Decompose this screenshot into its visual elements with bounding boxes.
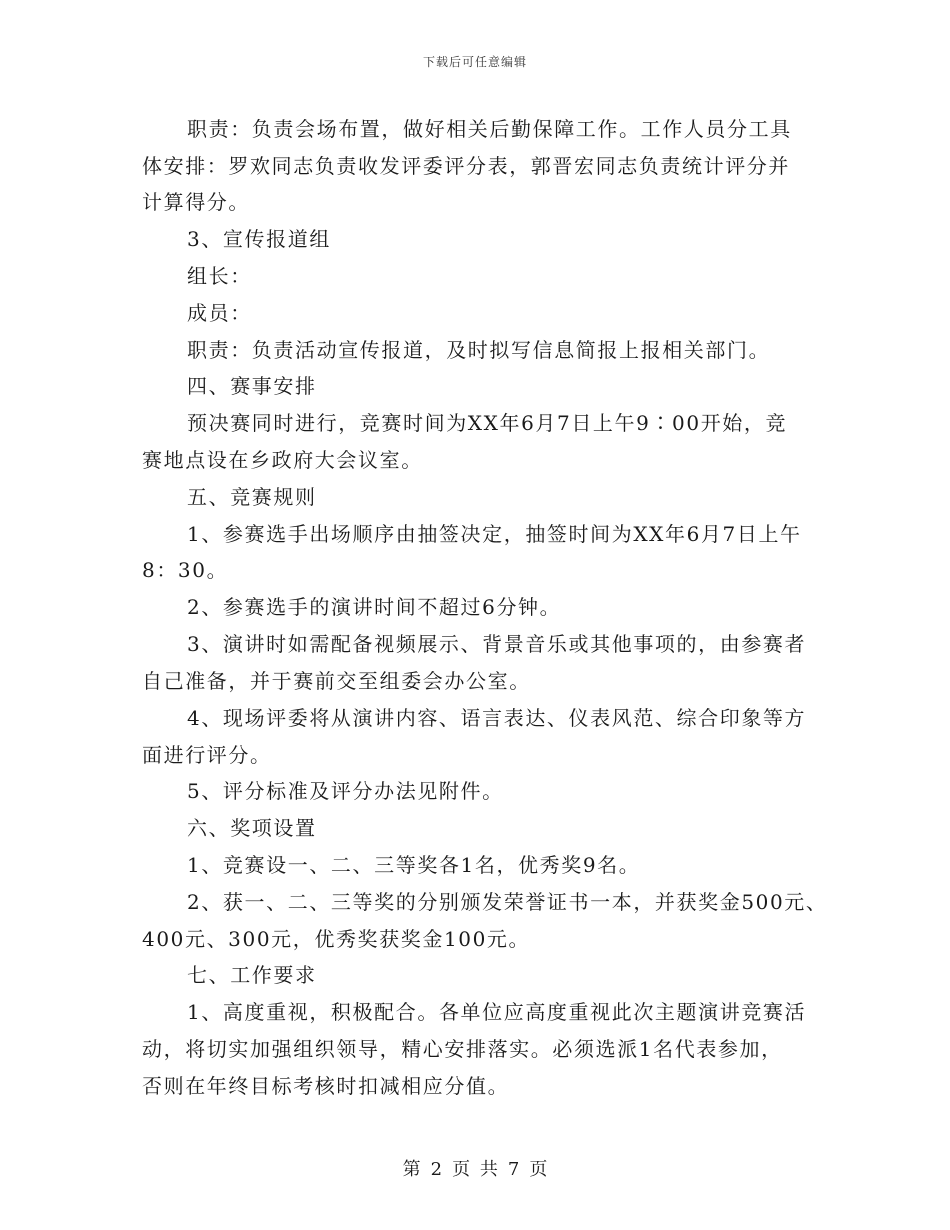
paragraph-line: 动，将切实加强组织领导，精心安排落实。必须选派1名代表参加， bbox=[142, 1037, 783, 1061]
paragraph-line: 5、评分标准及评分办法见附件。 bbox=[187, 779, 504, 803]
paragraph-line: 1、参赛选手出场顺序由抽签决定，抽签时间为XX年6月7日上午 bbox=[187, 522, 802, 546]
paragraph-line: 职责：负责会场布置，做好相关后勤保障工作。工作人员分工具 bbox=[187, 117, 792, 141]
footer-prefix: 第 bbox=[402, 1159, 421, 1180]
paragraph-line: 职责：负责活动宣传报道，及时拟写信息简报上报相关部门。 bbox=[187, 338, 771, 362]
section-heading: 3、宣传报道组 bbox=[187, 227, 331, 251]
paragraph-line: 1、竞赛设一、二、三等奖各1名，优秀奖9名。 bbox=[187, 853, 641, 877]
paragraph-line: 4、现场评委将从演讲内容、语言表达、仪表风范、综合印象等方 bbox=[187, 706, 807, 730]
current-page-number: 2 bbox=[430, 1159, 443, 1180]
paragraph-line: 体安排：罗欢同志负责收发评委评分表，郭晋宏同志负责统计评分并 bbox=[142, 154, 790, 178]
paragraph-line: 组长： bbox=[187, 264, 252, 288]
paragraph-line: 预决赛同时进行，竞赛时间为XX年6月7日上午9∶00开始，竞 bbox=[187, 411, 788, 435]
footer-middle: 页 共 bbox=[452, 1159, 498, 1180]
total-pages-number: 7 bbox=[507, 1159, 520, 1180]
paragraph-line: 成员： bbox=[187, 301, 252, 325]
paragraph-line: 赛地点设在乡政府大会议室。 bbox=[142, 448, 423, 472]
paragraph-line: 2、参赛选手的演讲时间不超过6分钟。 bbox=[187, 595, 562, 619]
paragraph-line: 8：30。 bbox=[142, 558, 229, 582]
section-heading: 七、工作要求 bbox=[187, 963, 317, 987]
paragraph-line: 400元、300元，优秀奖获奖金100元。 bbox=[142, 927, 531, 951]
section-heading: 六、奖项设置 bbox=[187, 816, 317, 840]
section-heading: 五、竞赛规则 bbox=[187, 485, 317, 509]
footer-suffix: 页 bbox=[529, 1159, 548, 1180]
paragraph-line: 3、演讲时如需配备视频展示、背景音乐或其他事项的，由参赛者 bbox=[187, 632, 807, 656]
paragraph-line: 自己准备，并于赛前交至组委会办公室。 bbox=[142, 669, 531, 693]
paragraph-line: 否则在年终目标考核时扣减相应分值。 bbox=[142, 1074, 510, 1098]
paragraph-line: 2、获一、二、三等奖的分别颁发荣誉证书一本，并获奖金500元、 bbox=[187, 890, 828, 914]
section-heading: 四、赛事安排 bbox=[187, 374, 317, 398]
page-number-footer bbox=[0, 1155, 950, 1181]
paragraph-line: 面进行评分。 bbox=[142, 743, 272, 767]
paragraph-line: 计算得分。 bbox=[142, 190, 250, 214]
page-header-note: 下载后可任意编辑 bbox=[422, 55, 527, 69]
paragraph-line: 1、高度重视，积极配合。各单位应高度重视此次主题演讲竞赛活 bbox=[187, 1000, 807, 1024]
